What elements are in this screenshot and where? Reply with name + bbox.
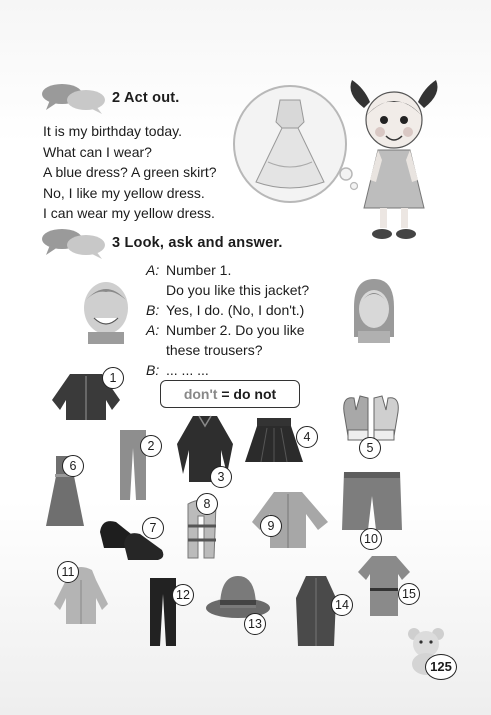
trousers-icon-2 <box>148 576 178 648</box>
item-number-14: 14 <box>331 594 353 616</box>
dialogue-line-6: ... ... ... <box>166 362 209 378</box>
item-number-2: 2 <box>140 435 162 457</box>
speaker-a: A: <box>146 262 160 278</box>
item-number-8: 8 <box>196 493 218 515</box>
dialogue-line-3: Yes, I do. (No, I don't.) <box>166 302 305 318</box>
item-number-15: 15 <box>398 583 420 605</box>
line-2: What can I wear? <box>43 143 152 160</box>
line-5: I can wear my yellow dress. <box>43 205 215 222</box>
dialogue-line-1: Number 1. <box>166 262 232 278</box>
girl-photo <box>350 277 398 343</box>
section-2-lines <box>43 121 217 224</box>
speech-bubbles-icon-2 <box>40 227 108 261</box>
thought-bubble-gown-illustration <box>228 82 358 212</box>
dialogue-line-2: Do you like this jacket? <box>166 282 310 298</box>
dialogue <box>146 260 309 380</box>
item-number-1: 1 <box>102 367 124 389</box>
item-number-9: 9 <box>260 515 282 537</box>
coat-icon <box>294 574 338 648</box>
speech-bubbles-icon <box>40 82 108 116</box>
item-number-10: 10 <box>360 528 382 550</box>
speaker-b: B: <box>146 302 160 318</box>
item-number-11: 11 <box>57 561 79 583</box>
dialogue-line-5: these trousers? <box>166 342 263 358</box>
note-box <box>160 380 300 408</box>
speaker-b-2: B: <box>146 362 160 378</box>
note-definition: = do not <box>217 386 277 402</box>
page-number: 125 <box>425 654 457 680</box>
item-number-12: 12 <box>172 584 194 606</box>
shorts-icon <box>340 470 404 536</box>
item-number-13: 13 <box>244 613 266 635</box>
section-2-title: 2 Act out. <box>112 90 180 106</box>
line-3: A blue dress? A green skirt? <box>43 164 217 181</box>
item-number-7: 7 <box>142 517 164 539</box>
item-number-4: 4 <box>296 426 318 448</box>
dialogue-line-4: Number 2. Do you like <box>166 322 305 338</box>
boy-photo <box>80 278 132 344</box>
line-1: It is my birthday today. <box>43 123 183 139</box>
cartoon-girl-illustration <box>344 80 444 245</box>
line-4: No, I like my yellow dress. <box>43 184 205 201</box>
note-abbrev: don't <box>183 386 218 402</box>
item-number-3: 3 <box>210 466 232 488</box>
hat-icon <box>204 570 272 620</box>
speaker-a-2: A: <box>146 322 160 338</box>
item-number-5: 5 <box>359 437 381 459</box>
section-3-title: 3 Look, ask and answer. <box>112 235 283 251</box>
item-number-6: 6 <box>62 455 84 477</box>
